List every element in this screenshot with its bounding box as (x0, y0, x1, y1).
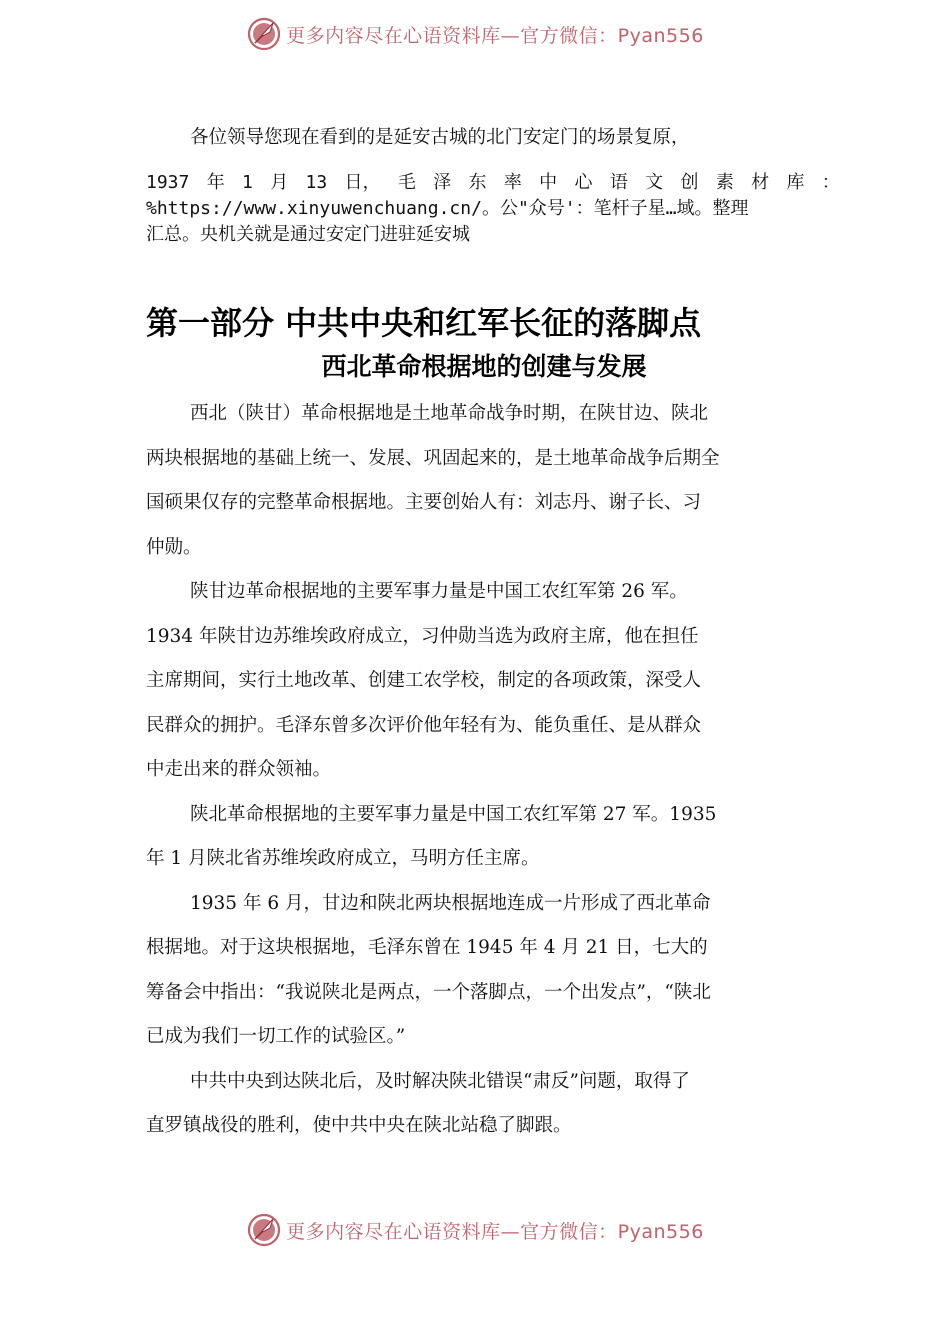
intro-row-1-token: 1 (242, 172, 253, 193)
section-title: 西北革命根据地的创建与发展 (321, 352, 647, 381)
paragraph-line: 1934 年陕甘边苏维埃政府成立，习仲勋当选为政府主席，他在担任 (146, 625, 699, 647)
paragraph (146, 882, 836, 1060)
intro-row-1-token: 毛 (397, 172, 416, 193)
intro-row-1-token: ： (821, 172, 840, 193)
intro-line-1: 各位领导您现在看到的是延安古城的北门安定门的场景复原， (190, 127, 690, 148)
paragraph-line: 主席期间，实行土地改革、创建工农学校，制定的各项政策，深受人 (146, 670, 702, 691)
paragraph-line: 陕甘边革命根据地的主要军事力量是中国工农红军第 26 军。 (190, 581, 688, 602)
paragraph-line: 陕北革命根据地的主要军事力量是中国工农红军第 27 军。1935 (190, 803, 717, 825)
paragraph-line: 年 1 月陕北省苏维埃政府成立，马明方任主席。 (146, 848, 540, 869)
intro-row-1-token: 语 (609, 172, 628, 193)
paragraph-line: 根据地。对于这块根据地，毛泽东曾在 1945 年 4 月 21 日，七大的 (146, 937, 708, 958)
paragraph (146, 1060, 836, 1149)
paragraph (146, 570, 836, 793)
intro-row-1-token: 库 (786, 172, 805, 193)
paragraph-line: 仲勋。 (146, 536, 202, 558)
intro-row-1-token: 心 (574, 172, 593, 193)
intro-row-1-token: 月 (270, 172, 289, 193)
paragraph-line: 1935 年 6 月，甘边和陕北两块根据地连成一片形成了西北革命 (190, 892, 711, 914)
intro-row-1-token: 素 (715, 172, 734, 193)
intro-row-1-token: 创 (680, 172, 699, 193)
watermark-text: 更多内容尽在心语资料库—官方微信：Pyan556 (286, 24, 704, 47)
paragraph-line: 直罗镇战役的胜利，使中共中央在陕北站稳了脚跟。 (146, 1115, 572, 1136)
watermark-id: Pyan556 (617, 1220, 704, 1243)
intro-row-1-token: 13 (305, 172, 328, 193)
intro-row-1-token: 泽 (433, 172, 452, 193)
intro-row-1-token: 中 (539, 172, 558, 193)
intro-block (146, 170, 840, 248)
paragraph-line: 西北（陕甘）革命根据地是土地革命战争时期，在陕甘边、陕北 (190, 403, 709, 424)
intro-row-1-token: 东 (468, 172, 487, 193)
intro-row-1-token: 文 (645, 172, 664, 193)
quill-logo-icon (246, 16, 282, 52)
part-title: 第一部分 中共中央和红军长征的落脚点 (146, 304, 702, 342)
paragraph-line: 已成为我们一切工作的试验区。” (146, 1026, 406, 1047)
intro-row-1-token: 1937 (146, 172, 190, 193)
header-watermark (0, 14, 950, 54)
intro-row-1-token: 日， (344, 172, 381, 193)
paragraph (146, 392, 836, 570)
paragraph-line: 中走出来的群众领袖。 (146, 759, 332, 780)
watermark-id: Pyan556 (617, 24, 704, 47)
paragraph (146, 793, 836, 882)
paragraph-line: 中共中央到达陕北后，及时解决陕北错误“肃反”问题，取得了 (190, 1070, 690, 1092)
intro-row-1-token: 年 (206, 172, 225, 193)
quill-logo-icon (246, 1212, 282, 1248)
watermark-text: 更多内容尽在心语资料库—官方微信：Pyan556 (286, 1220, 704, 1243)
intro-row-3: 汇总。央机关就是通过安定门进驻延安城 (146, 224, 470, 245)
paragraph-line: 国硕果仅存的完整革命根据地。主要创始人有：刘志丹、谢子长、习 (146, 492, 702, 513)
paragraph-line: 筹备会中指出：“我说陕北是两点，一个落脚点，一个出发点”，“陕北 (146, 981, 711, 1003)
body-text (146, 392, 836, 1149)
intro-row-1-token: 率 (503, 172, 522, 193)
paragraph-line: 两块根据地的基础上统一、发展、巩固起来的，是土地革命战争后期全 (146, 447, 720, 469)
paragraph-line: 民群众的拥护。毛泽东曾多次评价他年轻有为、能负重任、是从群众 (146, 714, 702, 736)
intro-row-2: %https://www.xinyuwenchuang.cn/。公"众号'：笔杆子星…域。整理 (146, 198, 749, 219)
intro-row-1-token: 材 (751, 172, 770, 193)
intro-row-1 (146, 170, 840, 196)
footer-watermark (0, 1210, 950, 1250)
